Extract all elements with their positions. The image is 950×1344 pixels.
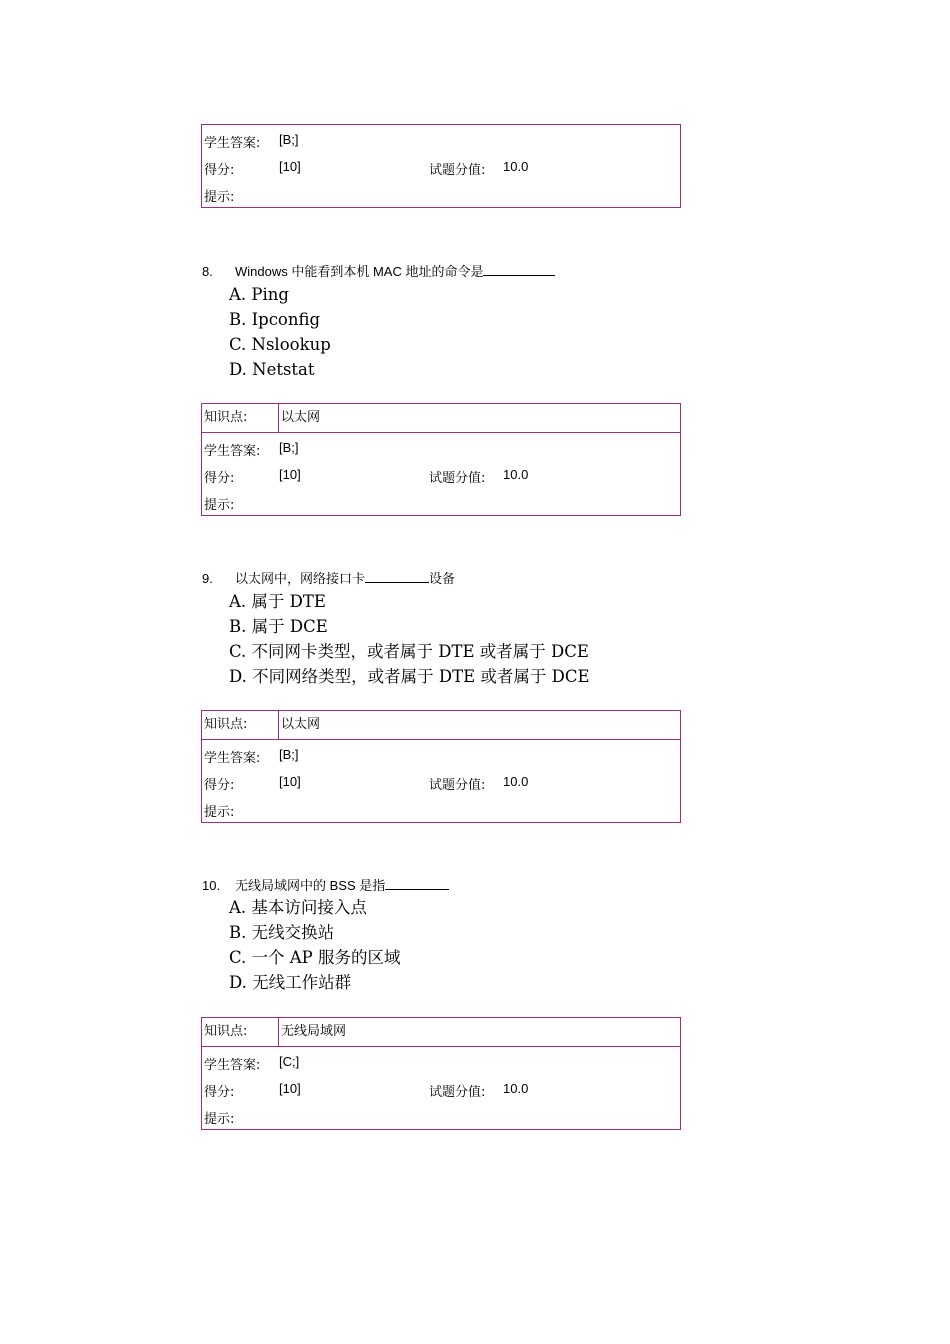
question-8-options: [229, 282, 331, 382]
result-box-q7: [201, 124, 681, 208]
score-label: 得分:: [204, 471, 235, 486]
score-value: [10]: [279, 467, 301, 482]
student-answer-label: 学生答案:: [204, 136, 261, 151]
option-b: B. 属于 DCE: [229, 617, 328, 636]
knowledge-point-row: [202, 1018, 680, 1047]
result-box-q9: [201, 710, 681, 823]
option-b: B. Ipconfig: [229, 310, 321, 329]
option-d: D. Netstat: [229, 360, 315, 379]
score-value: [10]: [279, 159, 301, 174]
student-answer-value: [B;]: [279, 440, 299, 455]
knowledge-point-row: [202, 711, 680, 740]
student-answer-label: 学生答案:: [204, 751, 261, 766]
points-value: 10.0: [503, 1081, 529, 1096]
question-10-stem: [202, 875, 449, 894]
question-text: 无线局域网中的 BSS 是指: [235, 878, 386, 893]
question-text: Windows 中能看到本机 MAC 地址的命令是: [235, 264, 484, 279]
points-label: 试题分值:: [429, 1085, 486, 1100]
score-value: [10]: [279, 1081, 301, 1096]
knowledge-point-value: 以太网: [281, 410, 321, 425]
score-label: 得分:: [204, 1085, 235, 1100]
answer-blank: [365, 570, 429, 583]
student-answer-value: [B;]: [279, 132, 299, 147]
student-answer-label: 学生答案:: [204, 444, 261, 459]
score-label: 得分:: [204, 778, 235, 793]
question-text-after: 设备: [429, 571, 456, 586]
points-label: 试题分值:: [429, 471, 486, 486]
question-9-stem: [202, 568, 455, 587]
option-c: C. 不同网卡类型，或者属于 DTE 或者属于 DCE: [229, 642, 589, 661]
student-answer-label: 学生答案:: [204, 1058, 261, 1073]
knowledge-point-label: 知识点:: [202, 711, 279, 739]
student-answer-value: [B;]: [279, 747, 299, 762]
knowledge-point-label: 知识点:: [202, 404, 279, 432]
points-value: 10.0: [503, 467, 529, 482]
score-label: 得分:: [204, 163, 235, 178]
points-value: 10.0: [503, 774, 529, 789]
question-8-stem: [202, 261, 555, 280]
question-number: 10.: [202, 878, 221, 893]
knowledge-point-label: 知识点:: [202, 1018, 279, 1046]
points-value: 10.0: [503, 159, 529, 174]
result-box-q10: [201, 1017, 681, 1130]
points-label: 试题分值:: [429, 163, 486, 178]
option-b: B. 无线交换站: [229, 923, 335, 942]
question-10-options: [229, 895, 401, 995]
knowledge-point-value: 以太网: [281, 717, 321, 732]
hint-label: 提示:: [204, 1112, 235, 1127]
result-rows: [202, 433, 680, 515]
knowledge-point-value: 无线局域网: [281, 1024, 347, 1039]
option-c: C. Nslookup: [229, 335, 331, 354]
score-value: [10]: [279, 774, 301, 789]
option-a: A. 基本访问接入点: [229, 898, 367, 917]
option-a: A. 属于 DTE: [229, 592, 326, 611]
points-label: 试题分值:: [429, 778, 486, 793]
question-number: 8.: [202, 264, 213, 279]
result-rows: [202, 740, 680, 822]
student-answer-value: [C;]: [279, 1054, 300, 1069]
option-c: C. 一个 AP 服务的区域: [229, 948, 401, 967]
knowledge-point-row: [202, 404, 680, 433]
question-number: 9.: [202, 571, 213, 586]
answer-blank: [483, 263, 555, 276]
option-d: D. 不同网络类型，或者属于 DTE 或者属于 DCE: [229, 667, 590, 686]
question-text: 以太网中，网络接口卡: [235, 571, 366, 586]
hint-label: 提示:: [204, 498, 235, 513]
option-a: A. Ping: [229, 285, 289, 304]
result-box-q8: [201, 403, 681, 516]
result-rows: [202, 1047, 680, 1129]
hint-label: 提示:: [204, 805, 235, 820]
question-9-options: [229, 589, 590, 689]
hint-label: 提示:: [204, 190, 235, 205]
option-d: D. 无线工作站群: [229, 973, 352, 992]
answer-blank: [385, 877, 449, 890]
result-rows: [202, 125, 680, 207]
